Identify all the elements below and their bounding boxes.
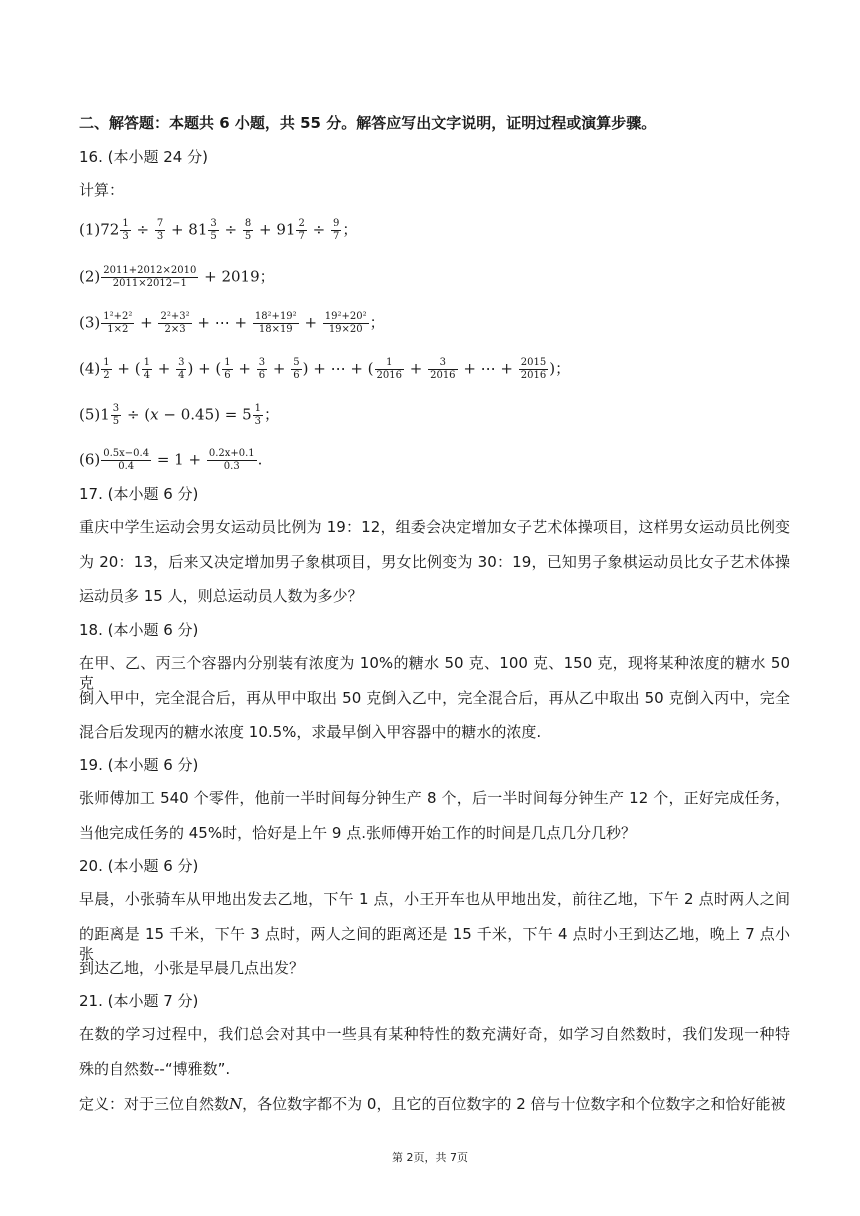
operator: + bbox=[268, 359, 291, 378]
operator: + bbox=[152, 359, 176, 378]
operator: ÷ ( bbox=[122, 405, 151, 424]
denominator: 2016 bbox=[430, 370, 456, 381]
terminator: ； bbox=[264, 405, 280, 424]
numerator: 7 bbox=[156, 218, 164, 229]
numerator: 0.5x−0.4 bbox=[103, 448, 150, 459]
denominator: 3 bbox=[122, 231, 129, 242]
fraction bbox=[207, 448, 257, 473]
q17-text-line: 为 20：13，后来又决定增加男子象棋项目，男女比例变为 30：19，已知男子象棋运动员比女子艺术体操 bbox=[79, 553, 790, 571]
numerator: 18²+19² bbox=[254, 311, 297, 322]
q20-text-line: 的距离是 15 千米，下午 3 点时，两人之间的距离还是 15 千米，下午 4 点时小王到达乙地，晚上 7 点小张 bbox=[79, 925, 790, 963]
numerator: 1 bbox=[143, 357, 150, 368]
q17-text-line: 重庆中学生运动会男女运动员比例为 19：12，组委会决定增加女子艺术体操项目，这样男女运动员比例变 bbox=[79, 518, 790, 536]
q16-problem-5 bbox=[79, 403, 790, 428]
fraction bbox=[331, 218, 341, 243]
label: (2) bbox=[79, 267, 101, 286]
terminator: ； bbox=[369, 313, 385, 332]
operator: = 1 + bbox=[152, 450, 206, 469]
operator: + ⋯ + bbox=[192, 313, 252, 332]
operator: + ⋯ + bbox=[458, 359, 518, 378]
operator: + 81 bbox=[166, 220, 208, 239]
fraction bbox=[142, 357, 152, 382]
operator: + bbox=[135, 313, 158, 332]
numerator: 1 bbox=[254, 403, 261, 414]
q16-problem-2 bbox=[79, 265, 790, 290]
numerator: 0.2x+0.1 bbox=[208, 448, 255, 459]
q21-text-line: 在数的学习过程中，我们总会对其中一些具有某种特性的数充满好奇，如学习自然数时，我们发现一种特 bbox=[79, 1025, 790, 1043]
operator: ÷ bbox=[307, 220, 330, 239]
q19-text-line: 当他完成任务的 45%时，恰好是上午 9 点.张师傅开始工作的时间是几点几分几秒？ bbox=[79, 824, 636, 842]
whole-number: 1 bbox=[100, 405, 110, 424]
fraction bbox=[101, 448, 151, 473]
operator: + 91 bbox=[254, 220, 296, 239]
operator: − 0.45) = 5 bbox=[158, 405, 252, 424]
operator: ÷ bbox=[131, 220, 154, 239]
operator: ÷ bbox=[219, 220, 242, 239]
numerator: 1²+2² bbox=[103, 311, 133, 322]
q16-problem-1 bbox=[79, 218, 790, 243]
numerator: 2²+3² bbox=[160, 311, 190, 322]
fraction bbox=[519, 357, 548, 382]
q20-text-line: 到达乙地，小张是早晨几点出发？ bbox=[79, 959, 305, 977]
operator: ) + ( bbox=[187, 359, 222, 378]
definition-text: ，各位数字都不为 0，且它的百位数字的 2 倍与十位数字和个位数字之和恰好能被 bbox=[242, 1095, 786, 1113]
denominator: 3 bbox=[254, 416, 261, 427]
q18-text-line: 倒入甲中，完全混合后，再从甲中取出 50 克倒入乙中，完全混合后，再从乙中取出 50 克倒入丙中，完全 bbox=[79, 689, 790, 707]
numerator: 3 bbox=[258, 357, 266, 368]
q20-text-line: 早晨，小张骑车从甲地出发去乙地，下午 1 点，小王开车也从甲地出发，前往乙地，下午 2 点时两人之间 bbox=[79, 890, 790, 908]
numerator: 3 bbox=[178, 357, 185, 368]
denominator: 3 bbox=[156, 231, 164, 242]
terminator: . bbox=[257, 450, 263, 469]
numerator: 3 bbox=[210, 218, 217, 229]
fraction bbox=[101, 357, 111, 382]
numerator: 8 bbox=[244, 218, 252, 229]
fraction bbox=[253, 311, 299, 336]
numerator: 2015 bbox=[520, 357, 547, 368]
q18-header: 18. (本小题 6 分) bbox=[79, 621, 199, 639]
terminator: ； bbox=[342, 220, 358, 239]
fraction bbox=[375, 357, 404, 382]
denominator: 5 bbox=[210, 231, 217, 242]
denominator: 2016 bbox=[376, 370, 402, 381]
fraction bbox=[155, 218, 165, 243]
q16-intro: 计算： bbox=[79, 181, 125, 199]
numerator: 3 bbox=[112, 403, 120, 414]
denominator: 2016 bbox=[520, 370, 547, 381]
label: (4) bbox=[79, 359, 101, 378]
fraction bbox=[222, 357, 232, 382]
q16-header: 16. (本小题 24 分) bbox=[79, 148, 208, 166]
numerator: 1 bbox=[103, 357, 110, 368]
fraction bbox=[158, 311, 191, 336]
denominator: 5 bbox=[112, 416, 120, 427]
denominator: 2×3 bbox=[158, 323, 191, 336]
fraction bbox=[101, 311, 134, 336]
label: (3) bbox=[79, 313, 101, 332]
whole-number: 72 bbox=[100, 220, 120, 239]
operator: + bbox=[233, 359, 256, 378]
q17-text-line: 运动员多 15 人，则总运动员人数为多少？ bbox=[79, 587, 363, 605]
label: (5) bbox=[79, 405, 101, 424]
definition-text: 定义：对于三位自然数 bbox=[79, 1095, 230, 1113]
numerator: 1 bbox=[122, 218, 129, 229]
fraction bbox=[176, 357, 186, 382]
q17-header: 17. (本小题 6 分) bbox=[79, 485, 199, 503]
label: (1) bbox=[79, 220, 101, 239]
numerator: 9 bbox=[332, 218, 340, 229]
fraction bbox=[101, 265, 198, 290]
fraction bbox=[111, 403, 121, 428]
fraction bbox=[208, 218, 218, 243]
fraction bbox=[243, 218, 253, 243]
q21-header: 21. (本小题 7 分) bbox=[79, 992, 199, 1010]
denominator: 0.4 bbox=[101, 460, 151, 473]
denominator: 0.3 bbox=[207, 460, 257, 473]
q16-problem-4 bbox=[79, 357, 790, 382]
numerator: 5 bbox=[293, 357, 300, 368]
operator: ) + ⋯ + ( bbox=[302, 359, 374, 378]
expression-rest: + 2019； bbox=[199, 267, 275, 286]
denominator: 6 bbox=[258, 370, 266, 381]
denominator: 2011×2012−1 bbox=[101, 277, 198, 290]
q20-header: 20. (本小题 6 分) bbox=[79, 857, 199, 875]
variable: x bbox=[150, 405, 159, 424]
denominator: 18×19 bbox=[253, 323, 299, 336]
variable: N bbox=[229, 1095, 243, 1113]
fraction bbox=[291, 357, 301, 382]
operator: + bbox=[299, 313, 322, 332]
q16-problem-3 bbox=[79, 311, 790, 336]
operator: + ( bbox=[112, 359, 141, 378]
numerator: 2011+2012×2010 bbox=[103, 265, 197, 276]
fraction bbox=[120, 218, 130, 243]
denominator: 4 bbox=[143, 370, 150, 381]
page-footer: 第 2页，共 7页 bbox=[392, 1151, 468, 1164]
q21-definition-line bbox=[79, 1094, 790, 1114]
operator: + bbox=[404, 359, 428, 378]
denominator: 7 bbox=[298, 231, 305, 242]
fraction bbox=[428, 357, 457, 382]
numerator: 19²+20² bbox=[324, 311, 367, 322]
denominator: 6 bbox=[293, 370, 300, 381]
section-heading: 二、解答题：本题共 6 小题，共 55 分。解答应写出文字说明，证明过程或演算步骤。 bbox=[79, 114, 657, 132]
denominator: 7 bbox=[332, 231, 340, 242]
denominator: 6 bbox=[224, 370, 231, 381]
denominator: 2 bbox=[103, 370, 110, 381]
q16-problem-6 bbox=[79, 448, 790, 473]
numerator: 1 bbox=[386, 357, 393, 368]
denominator: 19×20 bbox=[323, 323, 369, 336]
numerator: 2 bbox=[298, 218, 305, 229]
label: (6) bbox=[79, 450, 101, 469]
fraction bbox=[323, 311, 369, 336]
denominator: 4 bbox=[178, 370, 185, 381]
q19-text-line: 张师傅加工 540 个零件，他前一半时间每分钟生产 8 个，后一半时间每分钟生产 12 个，正好完成任务， bbox=[79, 789, 790, 807]
numerator: 3 bbox=[439, 357, 446, 368]
q18-text-line: 在甲、乙、丙三个容器内分别装有浓度为 10%的糖水 50 克、100 克、150 克，现将某种浓度的糖水 50 克 bbox=[79, 654, 790, 692]
denominator: 5 bbox=[244, 231, 252, 242]
fraction bbox=[257, 357, 267, 382]
q21-text-line: 殊的自然数--“博雅数”. bbox=[79, 1060, 231, 1078]
terminator: )； bbox=[549, 359, 571, 378]
q19-header: 19. (本小题 6 分) bbox=[79, 756, 199, 774]
fraction bbox=[296, 218, 306, 243]
fraction bbox=[253, 403, 263, 428]
denominator: 1×2 bbox=[101, 323, 134, 336]
q18-text-line: 混合后发现丙的糖水浓度 10.5%，求最早倒入甲容器中的糖水的浓度. bbox=[79, 723, 542, 741]
numerator: 1 bbox=[224, 357, 231, 368]
